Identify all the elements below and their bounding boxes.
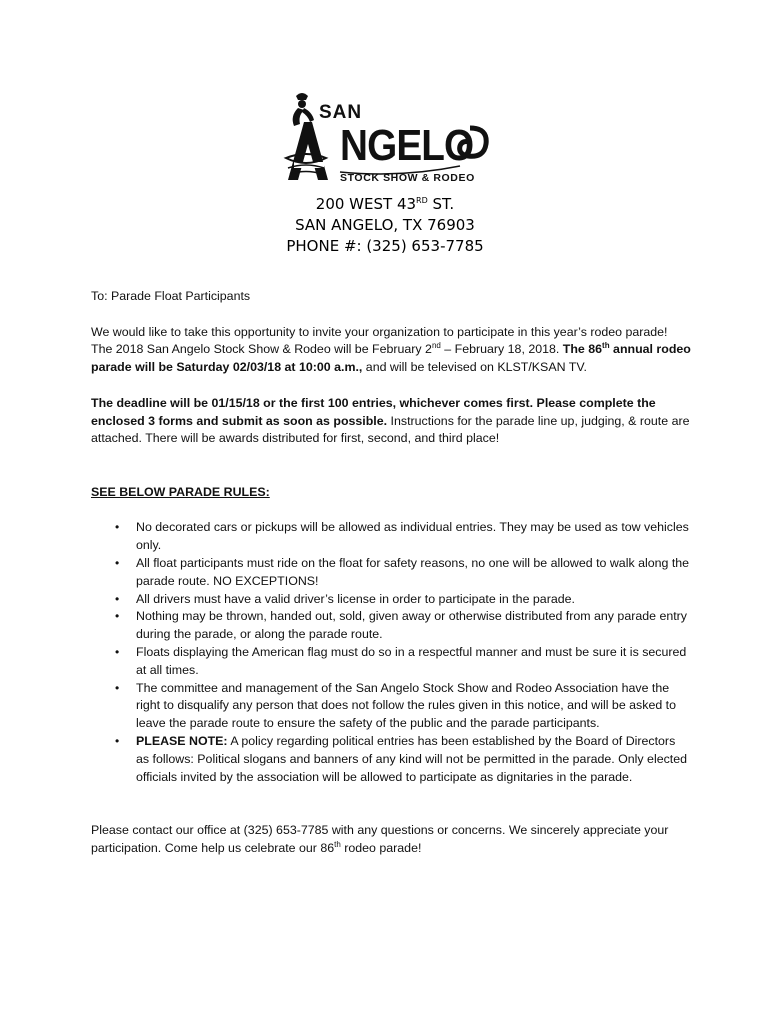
logo-ngelo-text: NGELO (340, 121, 474, 170)
deadline-paragraph: The deadline will be 01/15/18 or the first 100 entries, whichever comes first. Please complete the enclosed 3 forms and submit as soon as possible. Instructions for the parade line up, judging, & route are attached. There will be awards distributed for first, second, and third place! (91, 395, 690, 446)
rules-heading: SEE BELOW PARADE RULES: (91, 484, 270, 499)
rule-item: • All float participants must ride on the float for safety reasons, no one will be allowed to walk along the parade route. NO EXCEPTIONS! (115, 555, 690, 588)
rule-item: • The committee and management of the San Angelo Stock Show and Rodeo Association have the right to disqualify any person that does not follow the rules given in this notice, and will be asked to leave the parade route to ensure the safety of the public and the parade participants. (115, 680, 676, 731)
san-angelo-logo (282, 88, 492, 188)
intro-paragraph: We would like to take this opportunity to invite your organization to participate in this year’s rodeo parade! The 2018 San Angelo Stock Show & Rodeo will be February 2nd – February 18, 2018. The 86th annual rodeo parade will be Saturday 02/03/18 at 10:00 a.m., and will be televised on KLST/KSAN TV. (91, 324, 691, 375)
rule-item: • Nothing may be thrown, handed out, sold, given away or otherwise distributed from any parade entry during the parade, or along the parade route. (115, 609, 688, 642)
rule-item: • Floats displaying the American flag must do so in a respectful manner and must be sure it is secured at all times. (115, 644, 687, 677)
rules-list (91, 519, 691, 786)
closing-paragraph: Please contact our office at (325) 653-7785 with any questions or concerns. We sincerely appreciate your participation. Come help us celebrate our 86th rodeo parade! (91, 822, 669, 855)
recipient-line: To: Parade Float Participants (91, 289, 251, 303)
logo-subtitle: STOCK SHOW & RODEO (340, 172, 475, 184)
letter-body (91, 288, 691, 858)
address-block (0, 190, 770, 257)
rule-item-please-note: • PLEASE NOTE: A policy regarding political entries has been established by the Board of Directors as follows: Political slogans and banners of any kind will not be permitted in the parade. Only elected officials invited by the association will be allowed to participate as dignitaries in the parade. (115, 733, 688, 784)
city-line: SAN ANGELO, TX 76903 (295, 216, 475, 234)
phone-line: PHONE #: (325) 653-7785 (286, 237, 484, 255)
street-line: 200 WEST 43RD ST. (315, 195, 455, 213)
rule-item: • All drivers must have a valid driver’s license in order to participate in the parade. (115, 591, 575, 606)
logo-san-text: SAN (319, 102, 363, 123)
rule-item: • No decorated cars or pickups will be allowed as individual entries. They may be used as tow vehicles only. (115, 520, 689, 553)
